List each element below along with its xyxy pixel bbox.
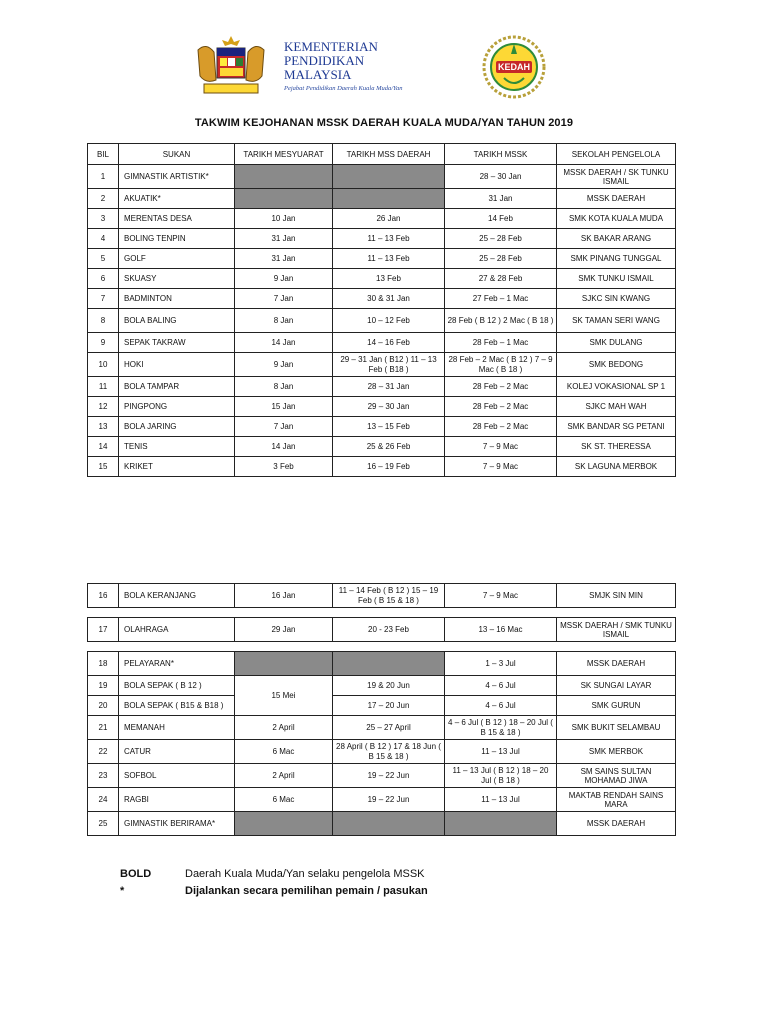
cell-tarikh-mss-daerah: 28 – 31 Jan: [333, 377, 445, 397]
cell-tarikh-mesyuarat: 7 Jan: [235, 417, 333, 437]
cell-sekolah-pengelola: SMK PINANG TUNGGAL: [557, 249, 676, 269]
cell-bil: 6: [88, 269, 119, 289]
cell-bil: 19: [88, 676, 119, 696]
cell-tarikh-mesyuarat: 6 Mac: [235, 788, 333, 812]
cell-tarikh-mssk: 4 – 6 Jul ( B 12 ) 18 – 20 Jul ( B 15 & 18 ): [445, 716, 557, 740]
cell-tarikh-mssk: 7 – 9 Mac: [445, 457, 557, 477]
cell-tarikh-mesyuarat: [235, 812, 333, 836]
cell-bil: 20: [88, 696, 119, 716]
cell-sukan: GOLF: [119, 249, 235, 269]
table-row: [88, 309, 676, 333]
cell-sukan: BOLING TENPIN: [119, 229, 235, 249]
table-row: [88, 189, 676, 209]
table-row: [88, 269, 676, 289]
cell-tarikh-mss-daerah: 29 – 31 Jan ( B12 ) 11 – 13 Feb ( B18 ): [333, 353, 445, 377]
table-header-row: [88, 144, 676, 165]
cell-sekolah-pengelola: SK SUNGAI LAYAR: [557, 676, 676, 696]
cell-bil: 17: [88, 618, 119, 642]
cell-bil: 23: [88, 764, 119, 788]
cell-bil: 4: [88, 229, 119, 249]
table-row: [88, 289, 676, 309]
district-office: Pejabat Pendidikan Daerah Kuala Muda/Yan: [284, 85, 403, 92]
table-row: [88, 397, 676, 417]
cell-tarikh-mesyuarat: [235, 189, 333, 209]
col-sukan: SUKAN: [119, 144, 235, 165]
cell-tarikh-mssk: 28 Feb – 2 Mac ( B 12 ) 7 – 9 Mac ( B 18 ): [445, 353, 557, 377]
table-row: [88, 229, 676, 249]
cell-tarikh-mss-daerah: 17 – 20 Jun: [333, 696, 445, 716]
cell-sukan: OLAHRAGA: [119, 618, 235, 642]
cell-tarikh-mesyuarat: 2 April: [235, 716, 333, 740]
cell-sukan: KRIKET: [119, 457, 235, 477]
table-row: [88, 676, 676, 696]
cell-bil: 1: [88, 165, 119, 189]
table-row: [88, 417, 676, 437]
legend-key: *: [120, 885, 125, 897]
cell-tarikh-mss-daerah: 19 & 20 Jun: [333, 676, 445, 696]
table-row: [88, 652, 676, 676]
cell-sekolah-pengelola: SM SAINS SULTAN MOHAMAD JIWA: [557, 764, 676, 788]
cell-tarikh-mssk: 7 – 9 Mac: [445, 437, 557, 457]
table-row: [88, 209, 676, 229]
schedule-table-main: [87, 143, 676, 477]
cell-tarikh-mss-daerah: 13 – 15 Feb: [333, 417, 445, 437]
cell-tarikh-mesyuarat: 7 Jan: [235, 289, 333, 309]
cell-bil: 13: [88, 417, 119, 437]
table-row: [88, 457, 676, 477]
cell-sekolah-pengelola: MSSK DAERAH: [557, 189, 676, 209]
cell-sukan: BOLA TAMPAR: [119, 377, 235, 397]
legend: [120, 868, 428, 902]
cell-tarikh-mesyuarat: [235, 165, 333, 189]
cell-tarikh-mssk: 11 – 13 Jul ( B 12 ) 18 – 20 Jul ( B 18 ): [445, 764, 557, 788]
cell-tarikh-mss-daerah: 19 – 22 Jun: [333, 788, 445, 812]
cell-sekolah-pengelola: SMK GURUN: [557, 696, 676, 716]
table-row: [88, 333, 676, 353]
cell-bil: 11: [88, 377, 119, 397]
kedah-crest-icon: [480, 34, 548, 100]
cell-sukan: GIMNASTIK BERIRAMA*: [119, 812, 235, 836]
cell-bil: 24: [88, 788, 119, 812]
cell-tarikh-mesyuarat: 16 Jan: [235, 584, 333, 608]
schedule-table-row-16: [87, 583, 676, 608]
cell-tarikh-mssk: 13 – 16 Mac: [445, 618, 557, 642]
cell-bil: 9: [88, 333, 119, 353]
cell-tarikh-mssk: 1 – 3 Jul: [445, 652, 557, 676]
cell-tarikh-mesyuarat: [235, 652, 333, 676]
cell-tarikh-mssk: 28 – 30 Jan: [445, 165, 557, 189]
letterhead: [190, 32, 590, 102]
cell-sukan: BOLA JARING: [119, 417, 235, 437]
cell-sukan: PELAYARAN*: [119, 652, 235, 676]
cell-sekolah-pengelola: KOLEJ VOKASIONAL SP 1: [557, 377, 676, 397]
cell-tarikh-mss-daerah: 14 – 16 Feb: [333, 333, 445, 353]
cell-tarikh-mss-daerah: 13 Feb: [333, 269, 445, 289]
document-title: TAKWIM KEJOHANAN MSSK DAERAH KUALA MUDA/YAN TAHUN 2019: [194, 117, 574, 129]
cell-tarikh-mesyuarat: 6 Mac: [235, 740, 333, 764]
cell-sekolah-pengelola: MSSK DAERAH: [557, 652, 676, 676]
cell-tarikh-mss-daerah: 25 & 26 Feb: [333, 437, 445, 457]
table-row: [88, 249, 676, 269]
cell-tarikh-mssk: 11 – 13 Jul: [445, 740, 557, 764]
cell-tarikh-mss-daerah: [333, 812, 445, 836]
legend-item-bold: [120, 868, 428, 885]
cell-tarikh-mssk: 28 Feb – 2 Mac: [445, 377, 557, 397]
cell-bil: 2: [88, 189, 119, 209]
cell-tarikh-mesyuarat: 15 Jan: [235, 397, 333, 417]
cell-tarikh-mesyuarat: 31 Jan: [235, 229, 333, 249]
cell-sukan: BOLA SEPAK ( B 12 ): [119, 676, 235, 696]
cell-tarikh-mssk: 4 – 6 Jul: [445, 696, 557, 716]
cell-sukan: SKUASY: [119, 269, 235, 289]
cell-bil: 14: [88, 437, 119, 457]
cell-tarikh-mesyuarat: 9 Jan: [235, 353, 333, 377]
cell-tarikh-mss-daerah: 19 – 22 Jun: [333, 764, 445, 788]
col-sekolah-pengelola: SEKOLAH PENGELOLA: [557, 144, 676, 165]
cell-tarikh-mss-daerah: 25 – 27 April: [333, 716, 445, 740]
cell-tarikh-mesyuarat: 8 Jan: [235, 377, 333, 397]
cell-bil: 16: [88, 584, 119, 608]
ministry-line-1: KEMENTERIAN: [284, 39, 378, 54]
cell-tarikh-mss-daerah: 11 – 13 Feb: [333, 249, 445, 269]
cell-tarikh-mesyuarat: 15 Mei: [235, 676, 333, 716]
cell-bil: 7: [88, 289, 119, 309]
table-row: [88, 165, 676, 189]
cell-sekolah-pengelola: SMK BUKIT SELAMBAU: [557, 716, 676, 740]
cell-sekolah-pengelola: SK BAKAR ARANG: [557, 229, 676, 249]
cell-bil: 8: [88, 309, 119, 333]
cell-sekolah-pengelola: SMK MERBOK: [557, 740, 676, 764]
cell-tarikh-mesyuarat: 9 Jan: [235, 269, 333, 289]
cell-sekolah-pengelola: SK LAGUNA MERBOK: [557, 457, 676, 477]
table-row: [88, 618, 676, 642]
cell-tarikh-mesyuarat: 14 Jan: [235, 333, 333, 353]
legend-text: Daerah Kuala Muda/Yan selaku pengelola MSSK: [185, 868, 425, 880]
cell-sekolah-pengelola: MAKTAB RENDAH SAINS MARA: [557, 788, 676, 812]
ministry-line-3: MALAYSIA: [284, 67, 352, 82]
cell-bil: 22: [88, 740, 119, 764]
cell-sekolah-pengelola: MSSK DAERAH / SMK TUNKU ISMAIL: [557, 618, 676, 642]
legend-item-asterisk: [120, 885, 428, 902]
cell-sukan: PINGPONG: [119, 397, 235, 417]
cell-tarikh-mssk: 25 – 28 Feb: [445, 229, 557, 249]
cell-tarikh-mss-daerah: 28 April ( B 12 ) 17 & 18 Jun ( B 15 & 18 ): [333, 740, 445, 764]
cell-tarikh-mssk: 7 – 9 Mac: [445, 584, 557, 608]
cell-sukan: MEMANAH: [119, 716, 235, 740]
cell-tarikh-mssk: 27 Feb – 1 Mac: [445, 289, 557, 309]
cell-sukan: GIMNASTIK ARTISTIK*: [119, 165, 235, 189]
cell-tarikh-mss-daerah: [333, 189, 445, 209]
cell-tarikh-mesyuarat: 10 Jan: [235, 209, 333, 229]
cell-tarikh-mss-daerah: 10 – 12 Feb: [333, 309, 445, 333]
cell-bil: 10: [88, 353, 119, 377]
kedah-badge-text: KEDAH: [497, 62, 531, 72]
cell-sekolah-pengelola: SMK KOTA KUALA MUDA: [557, 209, 676, 229]
cell-tarikh-mssk: 14 Feb: [445, 209, 557, 229]
cell-tarikh-mss-daerah: [333, 165, 445, 189]
cell-sukan: CATUR: [119, 740, 235, 764]
cell-sekolah-pengelola: SK ST. THERESSA: [557, 437, 676, 457]
table-row: [88, 584, 676, 608]
cell-tarikh-mesyuarat: 31 Jan: [235, 249, 333, 269]
legend-text: Dijalankan secara pemilihan pemain / pasukan: [185, 885, 428, 897]
cell-sekolah-pengelola: MSSK DAERAH: [557, 812, 676, 836]
cell-sekolah-pengelola: SMK BEDONG: [557, 353, 676, 377]
cell-sukan: BOLA BALING: [119, 309, 235, 333]
cell-sukan: SOFBOL: [119, 764, 235, 788]
table-row: [88, 377, 676, 397]
cell-tarikh-mssk: 4 – 6 Jul: [445, 676, 557, 696]
cell-tarikh-mss-daerah: 26 Jan: [333, 209, 445, 229]
cell-sekolah-pengelola: SMK DULANG: [557, 333, 676, 353]
cell-sekolah-pengelola: SJKC SIN KWANG: [557, 289, 676, 309]
cell-tarikh-mesyuarat: 29 Jan: [235, 618, 333, 642]
cell-bil: 18: [88, 652, 119, 676]
cell-sukan: AKUATIK*: [119, 189, 235, 209]
cell-sukan: RAGBI: [119, 788, 235, 812]
cell-tarikh-mss-daerah: [333, 652, 445, 676]
cell-tarikh-mss-daerah: 11 – 13 Feb: [333, 229, 445, 249]
cell-sekolah-pengelola: SJKC MAH WAH: [557, 397, 676, 417]
cell-tarikh-mssk: 27 & 28 Feb: [445, 269, 557, 289]
cell-tarikh-mssk: 25 – 28 Feb: [445, 249, 557, 269]
malaysia-coat-of-arms-icon: [190, 32, 272, 100]
cell-tarikh-mssk: 28 Feb – 1 Mac: [445, 333, 557, 353]
cell-bil: 12: [88, 397, 119, 417]
schedule-table-row-17: [87, 617, 676, 642]
cell-sekolah-pengelola: MSSK DAERAH / SK TUNKU ISMAIL: [557, 165, 676, 189]
col-bil: BIL: [88, 144, 119, 165]
cell-tarikh-mesyuarat: 2 April: [235, 764, 333, 788]
cell-sekolah-pengelola: SK TAMAN SERI WANG: [557, 309, 676, 333]
table-row: [88, 740, 676, 764]
cell-sukan: HOKI: [119, 353, 235, 377]
cell-tarikh-mss-daerah: 11 – 14 Feb ( B 12 ) 15 – 19 Feb ( B 15 & 18 ): [333, 584, 445, 608]
cell-bil: 25: [88, 812, 119, 836]
legend-key: BOLD: [120, 868, 152, 880]
cell-sukan: MERENTAS DESA: [119, 209, 235, 229]
cell-sekolah-pengelola: SMK BANDAR SG PETANI: [557, 417, 676, 437]
table-row: [88, 696, 676, 716]
cell-tarikh-mssk: 11 – 13 Jul: [445, 788, 557, 812]
cell-tarikh-mssk: 28 Feb – 2 Mac: [445, 417, 557, 437]
cell-bil: 21: [88, 716, 119, 740]
col-tarikh-mssk: TARIKH MSSK: [445, 144, 557, 165]
cell-sekolah-pengelola: SMK TUNKU ISMAIL: [557, 269, 676, 289]
cell-bil: 3: [88, 209, 119, 229]
col-tarikh-mss-daerah: TARIKH MSS DAERAH: [333, 144, 445, 165]
ministry-name: [284, 40, 403, 92]
table-row: [88, 812, 676, 836]
cell-sukan: SEPAK TAKRAW: [119, 333, 235, 353]
table-row: [88, 788, 676, 812]
cell-bil: 15: [88, 457, 119, 477]
table-row: [88, 353, 676, 377]
ministry-line-2: PENDIDIKAN: [284, 53, 365, 68]
cell-tarikh-mssk: 28 Feb – 2 Mac: [445, 397, 557, 417]
cell-tarikh-mss-daerah: 20 - 23 Feb: [333, 618, 445, 642]
schedule-table-second-half: [87, 651, 676, 836]
cell-tarikh-mssk: [445, 812, 557, 836]
cell-tarikh-mesyuarat: 14 Jan: [235, 437, 333, 457]
cell-sukan: TENIS: [119, 437, 235, 457]
cell-tarikh-mssk: 31 Jan: [445, 189, 557, 209]
cell-sukan: BOLA SEPAK ( B15 & B18 ): [119, 696, 235, 716]
table-row: [88, 716, 676, 740]
cell-sekolah-pengelola: SMJK SIN MIN: [557, 584, 676, 608]
cell-sukan: BOLA KERANJANG: [119, 584, 235, 608]
cell-tarikh-mssk: 28 Feb ( B 12 ) 2 Mac ( B 18 ): [445, 309, 557, 333]
cell-bil: 5: [88, 249, 119, 269]
cell-tarikh-mesyuarat: 8 Jan: [235, 309, 333, 333]
col-tarikh-mesyuarat: TARIKH MESYUARAT: [235, 144, 333, 165]
table-row: [88, 764, 676, 788]
cell-tarikh-mss-daerah: 16 – 19 Feb: [333, 457, 445, 477]
cell-sukan: BADMINTON: [119, 289, 235, 309]
table-row: [88, 437, 676, 457]
cell-tarikh-mss-daerah: 30 & 31 Jan: [333, 289, 445, 309]
cell-tarikh-mesyuarat: 3 Feb: [235, 457, 333, 477]
cell-tarikh-mss-daerah: 29 – 30 Jan: [333, 397, 445, 417]
